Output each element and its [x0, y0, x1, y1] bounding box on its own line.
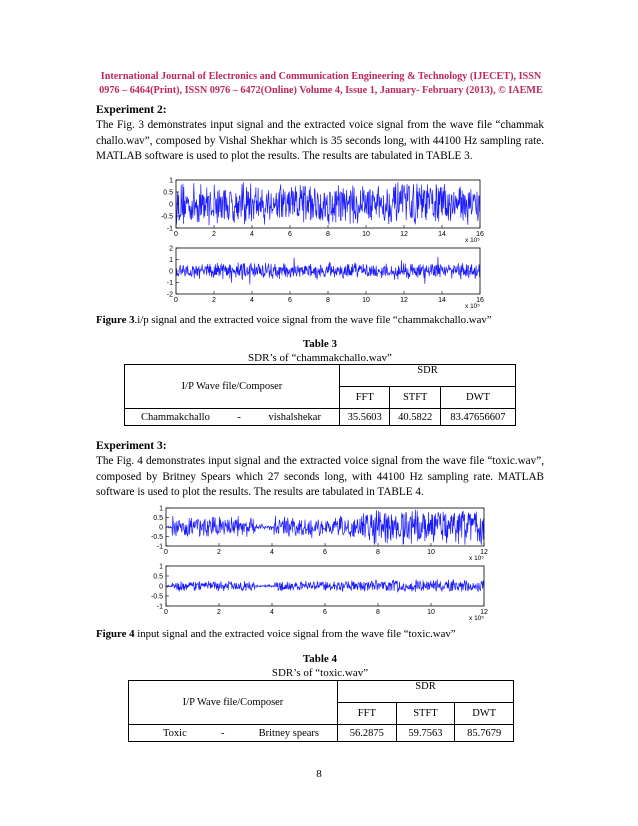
figure-3-top-x-exponent: x 10⁵	[465, 237, 480, 242]
table-3-row-dwt: 83.47656607	[440, 409, 515, 426]
table-4-caption: SDR’s of “toxic.wav”	[271, 667, 369, 679]
figure-3-bottom-x-tick-label: 16	[476, 297, 484, 304]
table-3-row-stft: 40.5822	[390, 409, 440, 426]
figure-4-extracted-signal-plot	[140, 562, 500, 620]
figure-3-top-y-tick-label: -1	[166, 225, 173, 233]
figure-3-bottom-x-tick-label: 8	[326, 297, 330, 304]
figure-4-caption	[96, 628, 566, 640]
figure-3-bottom-y-tick-label: -2	[166, 291, 173, 299]
figure-3-bottom-x-tick-label: 14	[438, 297, 446, 304]
table-3-row-composer: vishalshekar	[268, 411, 321, 423]
figure-3-bottom-waveform	[176, 257, 480, 285]
figure-3-label: Figure 3	[96, 314, 135, 326]
figure-3-top-x-tick-label: 0	[174, 231, 178, 238]
figure-4-bottom-x-exponent: x 10⁵	[469, 615, 484, 620]
table-3-title	[96, 337, 544, 365]
figure-4-top-y-tick-label: -0.5	[150, 534, 163, 541]
table-4-row-fft: 56.2875	[338, 725, 397, 742]
figure-4-bottom-x-tick-label: 0	[164, 609, 168, 616]
figure-3-caption	[96, 314, 566, 326]
table-4-number: Table 4	[302, 653, 338, 665]
figure-4-input-signal-plot	[140, 504, 500, 560]
table-row	[125, 409, 516, 426]
table-4	[128, 680, 514, 742]
journal-header-line2: 0976 – 6464(Print), ISSN 0976 – 6472(Online) Volume 4, Issue 1, January- February (2013), © IAEME	[99, 85, 543, 96]
figure-3-bottom-x-exponent: x 10⁵	[465, 303, 480, 308]
figure-4-top-x-tick-label: 10	[427, 549, 435, 556]
experiment-2-paragraph: The Fig. 3 demonstrates input signal and the extracted voice signal from the wave file “chammak challo.wav”, composed by Vishal Shekhar which is 35 seconds long, with 44100 Hz sampling rate. MATLAB software is used to plot the results. The results are tabulated in TABLE 3.	[96, 119, 544, 162]
figure-3-top-x-tick-label: 10	[362, 231, 370, 238]
journal-header	[96, 70, 546, 98]
figure-3-top-x-tick-label: 12	[400, 231, 408, 238]
table-4-row-dwt: 85.7679	[455, 725, 514, 742]
figure-4-bottom-waveform	[166, 579, 484, 592]
figure-4-bottom-x-tick-label: 10	[427, 609, 435, 616]
figure-4-top-x-tick-label: 6	[323, 549, 327, 556]
figure-4-top-y-tick-label: -1	[156, 543, 163, 551]
table-4-header-file: I/P Wave file/Composer	[129, 681, 338, 725]
figure-3-top-waveform	[176, 182, 480, 225]
figure-4-bottom-y-tick-label: 1	[159, 563, 163, 571]
table-3-row-name: Chammakchallo	[141, 411, 210, 423]
table-4-title	[96, 652, 544, 680]
figure-4-bottom-y-tick-label: -0.5	[150, 593, 163, 601]
table-3-header-sdr: SDR	[340, 365, 516, 387]
table-3-caption: SDR’s of “chammakchallo.wav”	[248, 352, 392, 364]
table-3-header-stft: STFT	[390, 387, 440, 409]
figure-4-top-x-tick-label: 4	[270, 549, 274, 556]
table-3	[124, 364, 516, 426]
figure-4-top-x-tick-label: 2	[217, 549, 221, 556]
figure-4-bottom-y-tick-label: -1	[156, 603, 163, 611]
table-4-header-fft: FFT	[338, 703, 397, 725]
page-number: 8	[316, 768, 322, 780]
figure-3-top-x-tick-label: 8	[326, 231, 330, 238]
table-4-row-dash: -	[220, 727, 225, 739]
figure-4-bottom-x-tick-label: 6	[323, 609, 327, 616]
table-3-header-file: I/P Wave file/Composer	[125, 365, 340, 409]
figure-3-top-y-tick-label: 0	[169, 201, 173, 209]
figure-4-top-y-tick-label: 1	[159, 505, 163, 513]
figure-3-top-y-tick-label: 0.5	[163, 189, 173, 197]
figure-4-top-x-tick-label: 12	[480, 549, 488, 556]
figure-4-top-x-tick-label: 8	[376, 549, 380, 556]
figure-4-top-y-tick-label: 0	[159, 524, 163, 532]
table-4-header-dwt: DWT	[455, 703, 514, 725]
figure-4-top-x-tick-label: 0	[164, 549, 168, 556]
figure-3-bottom-y-tick-label: 1	[169, 257, 173, 264]
figure-3-bottom-y-tick-label: -1	[166, 280, 173, 287]
table-4-header-sdr: SDR	[338, 681, 514, 703]
figure-3-top-x-tick-label: 16	[476, 231, 484, 238]
figure-3-bottom-x-tick-label: 2	[212, 297, 216, 304]
table-3-header-dwt: DWT	[440, 387, 515, 409]
figure-3-bottom-y-tick-label: 2	[169, 245, 173, 253]
figure-3-top-x-tick-label: 14	[438, 231, 446, 238]
figure-3-bottom-x-tick-label: 0	[174, 297, 178, 304]
table-3-row-file	[125, 409, 340, 426]
figure-3-top-x-tick-label: 2	[212, 231, 216, 238]
figure-3-caption-text: .i/p signal and the extracted voice signal from the wave file “chammakchallo.wav”	[134, 314, 492, 326]
table-row	[129, 725, 514, 742]
figure-4-caption-text: input signal and the extracted voice signal from the wave file “toxic.wav”	[134, 628, 456, 640]
figure-4-label: Figure 4	[96, 628, 135, 640]
figure-4-bottom-x-tick-label: 8	[376, 609, 380, 616]
figure-3-bottom-x-tick-label: 4	[250, 297, 254, 304]
figure-3-top-x-tick-label: 4	[250, 231, 254, 238]
figure-4-top-waveform	[166, 510, 484, 545]
table-3-number: Table 3	[302, 338, 338, 350]
figure-4-bottom-y-tick-label: 0	[159, 583, 163, 591]
figure-4-bottom-x-tick-label: 2	[217, 609, 221, 616]
figure-3-bottom-x-tick-label: 12	[400, 297, 408, 304]
experiment-3-paragraph: The Fig. 4 demonstrates input signal and the extracted voice signal from the wave file “toxic.wav”, composed by Britney Spears which 27 seconds long, with 44100 Hz sampling rate. MATLAB software is used to plot the results. The results are tabulated in TABLE 4.	[96, 455, 544, 498]
table-4-row-name: Toxic	[163, 727, 187, 739]
journal-header-line1: International Journal of Electronics and Communication Engineering & Technology (IJECET), ISSN	[100, 71, 542, 82]
table-4-row-composer: Britney spears	[258, 727, 319, 739]
experiment-2-heading: Experiment 2:	[96, 104, 167, 116]
figure-3-input-signal-plot	[150, 176, 490, 242]
figure-3-top-x-tick-label: 6	[288, 231, 292, 238]
figure-3-extracted-signal-plot	[150, 244, 490, 308]
figure-3-top-y-tick-label: -0.5	[160, 213, 173, 221]
table-4-row-file	[129, 725, 338, 742]
figure-4-bottom-x-tick-label: 4	[270, 609, 274, 616]
figure-4-top-y-tick-label: 0.5	[153, 515, 163, 522]
figure-3-bottom-x-tick-label: 10	[362, 297, 370, 304]
table-4-header-stft: STFT	[396, 703, 455, 725]
table-4-row-stft: 59.7563	[396, 725, 455, 742]
figure-3-bottom-x-tick-label: 6	[288, 297, 292, 304]
figure-4-bottom-x-tick-label: 12	[480, 609, 488, 616]
table-3-row-dash: -	[237, 411, 241, 423]
figure-3-bottom-y-tick-label: 0	[169, 268, 173, 276]
figure-3-top-y-tick-label: 1	[169, 177, 173, 185]
figure-4-bottom-y-tick-label: 0.5	[153, 573, 163, 581]
figure-4-top-x-exponent: x 10⁵	[469, 555, 484, 560]
table-3-row-fft: 35.5603	[340, 409, 390, 426]
experiment-3-heading: Experiment 3:	[96, 440, 167, 452]
table-3-header-fft: FFT	[340, 387, 390, 409]
